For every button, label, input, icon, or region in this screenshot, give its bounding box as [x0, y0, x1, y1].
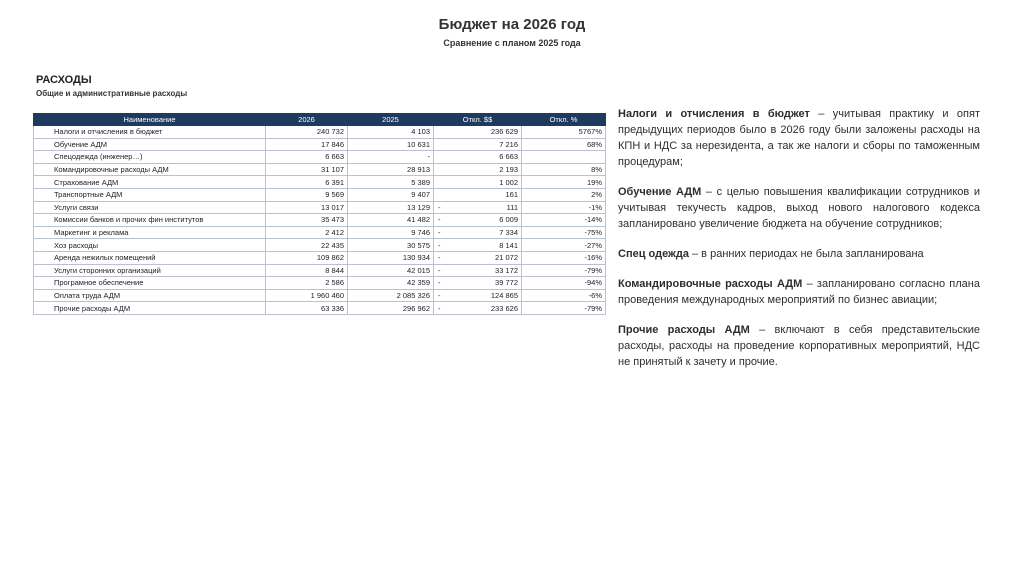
row-percent: -1% [522, 201, 606, 214]
row-percent: -75% [522, 226, 606, 239]
row-2025: 42 015 [348, 264, 434, 277]
row-deviation [434, 214, 522, 227]
row-percent: -94% [522, 277, 606, 290]
row-sign: - [438, 278, 441, 288]
row-sign: - [438, 240, 441, 250]
row-2026: 8 844 [266, 264, 348, 277]
note-text: – запланировано согласно плана проведения международных мероприятий по бизнес авиации; [618, 278, 980, 306]
notes-panel [618, 106, 980, 384]
row-deviation-value: 1 002 [499, 177, 518, 187]
table-row [34, 126, 606, 139]
note-heading: Налоги и отчисления в бюджет [618, 108, 810, 120]
table-row [34, 302, 606, 315]
column-header-2026: 2026 [266, 114, 348, 126]
row-deviation [434, 163, 522, 176]
note-other [618, 322, 980, 370]
row-2026: 2 586 [266, 277, 348, 290]
row-percent: -27% [522, 239, 606, 252]
table-header-row [34, 114, 606, 126]
row-deviation [434, 289, 522, 302]
page-subtitle: Сравнение с планом 2025 года [443, 38, 581, 48]
note-heading: Обучение АДМ [618, 186, 702, 198]
row-2025: 28 913 [348, 163, 434, 176]
table-row [34, 251, 606, 264]
row-2025: 42 359 [348, 277, 434, 290]
column-header-deviation-percent: Откл. % [522, 114, 606, 126]
row-sign: - [438, 253, 441, 263]
note-taxes [618, 106, 980, 170]
row-percent: 68% [522, 138, 606, 151]
note-text: – в ранних периодах не была запланирована [688, 248, 924, 260]
row-percent: -6% [522, 289, 606, 302]
row-2026: 35 473 [266, 214, 348, 227]
table-row [34, 188, 606, 201]
row-percent: -14% [522, 214, 606, 227]
table-row [34, 239, 606, 252]
row-name: Услуги связи [34, 201, 266, 214]
row-percent: 8% [522, 163, 606, 176]
note-heading: Спец одежда [618, 248, 689, 260]
row-sign: - [438, 202, 441, 212]
row-2025: 9 746 [348, 226, 434, 239]
table-row [34, 264, 606, 277]
table-row [34, 176, 606, 189]
row-2026: 13 017 [266, 201, 348, 214]
row-2025: 4 103 [348, 126, 434, 139]
row-2025: 5 389 [348, 176, 434, 189]
table-row [34, 289, 606, 302]
row-2025: 41 482 [348, 214, 434, 227]
row-name: Програмное обеспечение [34, 277, 266, 290]
row-percent [522, 151, 606, 164]
section-subtitle: Общие и административные расходы [36, 89, 188, 98]
row-sign: - [438, 215, 441, 225]
row-2025: 30 575 [348, 239, 434, 252]
row-deviation-value: 6 663 [499, 152, 518, 162]
note-heading: Командировочные расходы АДМ [618, 278, 803, 290]
row-sign: - [438, 228, 441, 238]
section-title: РАСХОДЫ [36, 74, 92, 86]
row-percent: 5767% [522, 126, 606, 139]
row-deviation [434, 188, 522, 201]
row-percent: -79% [522, 302, 606, 315]
note-text: – включают в себя представительские расходы, расходы на проведение корпоративных мероприятий, НДС не принятый к зачету и прочие. [618, 324, 980, 368]
row-2025: 10 631 [348, 138, 434, 151]
row-2025: 2 085 326 [348, 289, 434, 302]
row-deviation [434, 151, 522, 164]
row-2025: 130 934 [348, 251, 434, 264]
row-deviation-value: 33 172 [495, 265, 518, 275]
row-2026: 6 391 [266, 176, 348, 189]
row-name: Услуги сторонних организаций [34, 264, 266, 277]
note-travel [618, 276, 980, 308]
row-2026: 9 569 [266, 188, 348, 201]
row-deviation [434, 126, 522, 139]
row-deviation-value: 7 216 [499, 139, 518, 149]
row-name: Страхование АДМ [34, 176, 266, 189]
row-deviation-value: 124 865 [490, 291, 518, 301]
row-name: Прочие расходы АДМ [34, 302, 266, 315]
row-name: Транспортные АДМ [34, 188, 266, 201]
budget-table [33, 113, 606, 315]
row-2025: 296 962 [348, 302, 434, 315]
column-header-2025: 2025 [348, 114, 434, 126]
row-deviation [434, 176, 522, 189]
row-deviation [434, 302, 522, 315]
row-2026: 2 412 [266, 226, 348, 239]
row-deviation [434, 226, 522, 239]
row-deviation-value: 2 193 [499, 165, 518, 175]
row-name: Хоз расходы [34, 239, 266, 252]
row-2026: 22 435 [266, 239, 348, 252]
page-title: Бюджет на 2026 год [438, 16, 586, 33]
row-name: Маркетинг и реклама [34, 226, 266, 239]
row-2026: 240 732 [266, 126, 348, 139]
row-deviation-value: 111 [506, 202, 518, 212]
row-deviation-value: 233 626 [490, 303, 518, 313]
table-row [34, 163, 606, 176]
row-deviation-value: 8 141 [499, 240, 518, 250]
row-2026: 1 960 460 [266, 289, 348, 302]
row-percent: -16% [522, 251, 606, 264]
row-deviation [434, 277, 522, 290]
table-row [34, 214, 606, 227]
row-2026: 17 846 [266, 138, 348, 151]
note-heading: Прочие расходы АДМ [618, 324, 750, 336]
row-name: Комиссии банков и прочих фин институтов [34, 214, 266, 227]
row-2026: 6 663 [266, 151, 348, 164]
row-name: Обучение АДМ [34, 138, 266, 151]
row-2025: - [348, 151, 434, 164]
row-2026: 31 107 [266, 163, 348, 176]
row-2026: 109 862 [266, 251, 348, 264]
table-row [34, 138, 606, 151]
row-deviation-value: 6 009 [499, 215, 518, 225]
note-workwear [618, 246, 980, 262]
row-deviation-value: 236 629 [490, 127, 518, 137]
row-deviation [434, 138, 522, 151]
row-percent: 19% [522, 176, 606, 189]
row-name: Спецодежда (инженер…) [34, 151, 266, 164]
row-deviation [434, 201, 522, 214]
note-text: – учитывая практику и опят предыдущих периодов было в 2026 году были заложены расходы на КПН и НДС за нерезидента, а так же налоги и сборы по таможенным процедурам; [618, 108, 980, 168]
row-name: Командировочные расходы АДМ [34, 163, 266, 176]
row-deviation-value: 161 [505, 190, 518, 200]
column-header-name: Наименование [34, 114, 266, 126]
table-row [34, 151, 606, 164]
row-percent: 2% [522, 188, 606, 201]
row-2026: 63 336 [266, 302, 348, 315]
row-name: Аренда нежилых помещений [34, 251, 266, 264]
row-deviation [434, 251, 522, 264]
row-deviation [434, 239, 522, 252]
row-name: Оплата труда АДМ [34, 289, 266, 302]
row-sign: - [438, 265, 441, 275]
row-percent: -79% [522, 264, 606, 277]
note-training [618, 184, 980, 232]
row-deviation [434, 264, 522, 277]
table-row [34, 201, 606, 214]
column-header-deviation: Откл. $$ [434, 114, 522, 126]
table-row [34, 226, 606, 239]
row-sign: - [438, 291, 441, 301]
row-deviation-value: 39 772 [495, 278, 518, 288]
row-deviation-value: 7 334 [499, 228, 518, 238]
row-name: Налоги и отчисления в бюджет [34, 126, 266, 139]
row-2025: 13 129 [348, 201, 434, 214]
note-text: – с целью повышения квалификации сотрудников и учитывая текучесть кадров, выход нового налогового кодекса запланировано увеличение бюджета на обучение сотрудников; [618, 186, 980, 230]
row-sign: - [438, 303, 441, 313]
table-row [34, 277, 606, 290]
row-2025: 9 407 [348, 188, 434, 201]
row-deviation-value: 21 072 [495, 253, 518, 263]
